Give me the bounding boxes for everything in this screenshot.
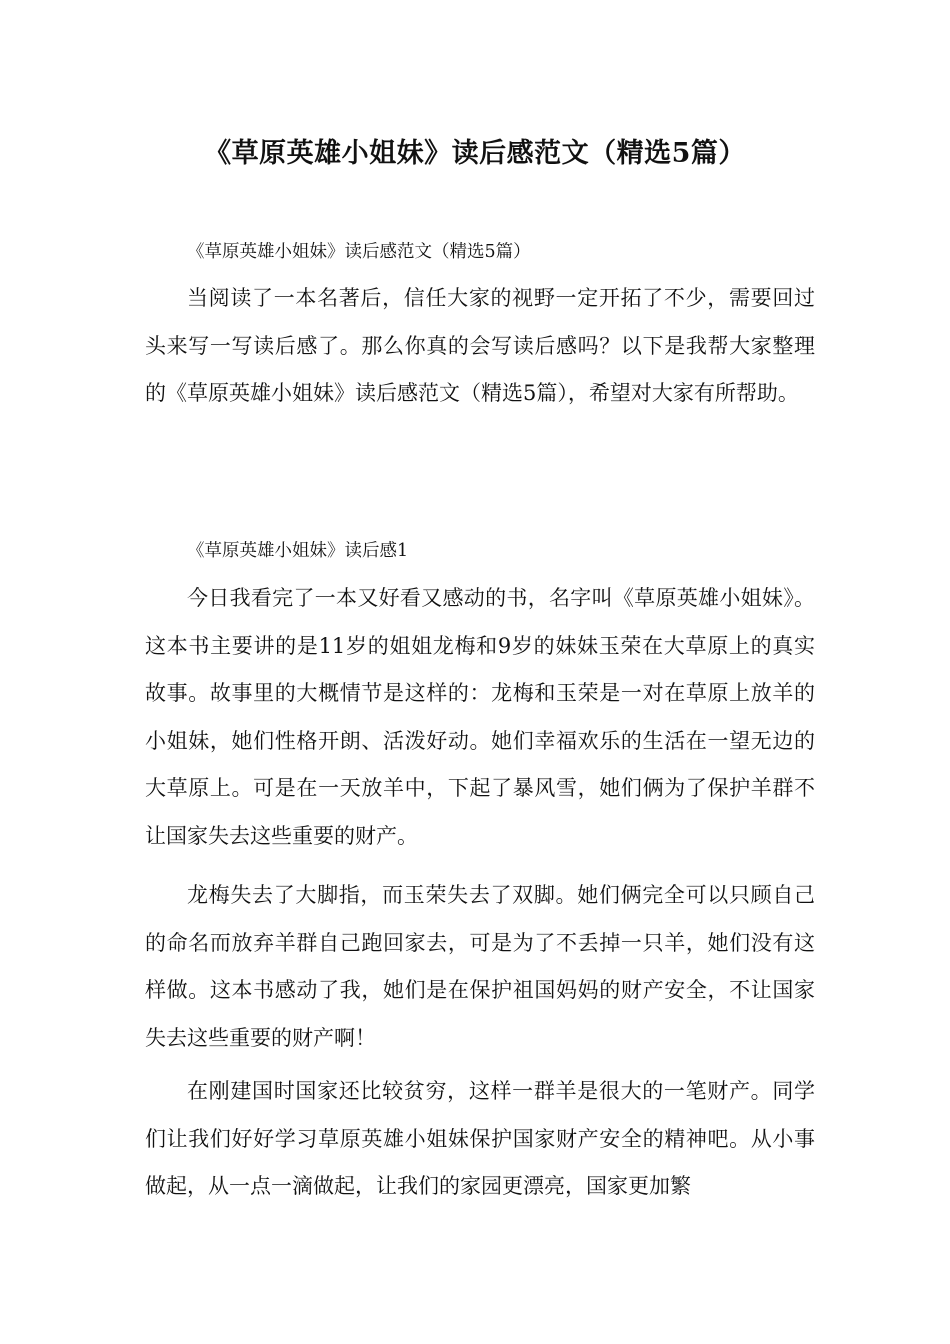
document-title: 《草原英雄小姐妹》读后感范文（精选5篇） xyxy=(204,138,746,169)
intro-heading: 《草原英雄小姐妹》读后感范文（精选5篇） xyxy=(187,242,531,262)
section1-heading: 《草原英雄小姐妹》读后感1 xyxy=(187,541,409,561)
intro-paragraph: 当阅读了一本名著后，信任大家的视野一定开拓了不少，需要回过头来写一写读后感了。那么你真的会写读后感吗？以下是我帮大家整理的《草原英雄小姐妹》读后感范文（精选5篇），希望对大家有所帮助。 xyxy=(145,286,815,405)
section1-paragraph-1: 今日我看完了一本又好看又感动的书，名字叫《草原英雄小姐妹》。这本书主要讲的是11岁的姐姐龙梅和9岁的妹妹玉荣在大草原上的真实故事。故事里的大概情节是这样的：龙梅和玉荣是一对在草原上放羊的小姐妹，她们性格开朗、活泼好动。她们幸福欢乐的生活在一望无边的大草原上。可是在一天放羊中，下起了暴风雪，她们俩为了保护羊群不让国家失去这些重要的财产。 xyxy=(145,586,815,848)
section1-paragraph-2: 龙梅失去了大脚指，而玉荣失去了双脚。她们俩完全可以只顾自己的命名而放弃羊群自己跑回家去，可是为了不丢掉一只羊，她们没有这样做。这本书感动了我，她们是在保护祖国妈妈的财产安全，不让国家失去这些重要的财产啊！ xyxy=(145,883,815,1050)
section1-paragraph-3: 在刚建国时国家还比较贫穷，这样一群羊是很大的一笔财产。同学们让我们好好学习草原英雄小姐妹保护国家财产安全的精神吧。从小事做起，从一点一滴做起，让我们的家园更漂亮，国家更加繁 xyxy=(145,1079,815,1198)
